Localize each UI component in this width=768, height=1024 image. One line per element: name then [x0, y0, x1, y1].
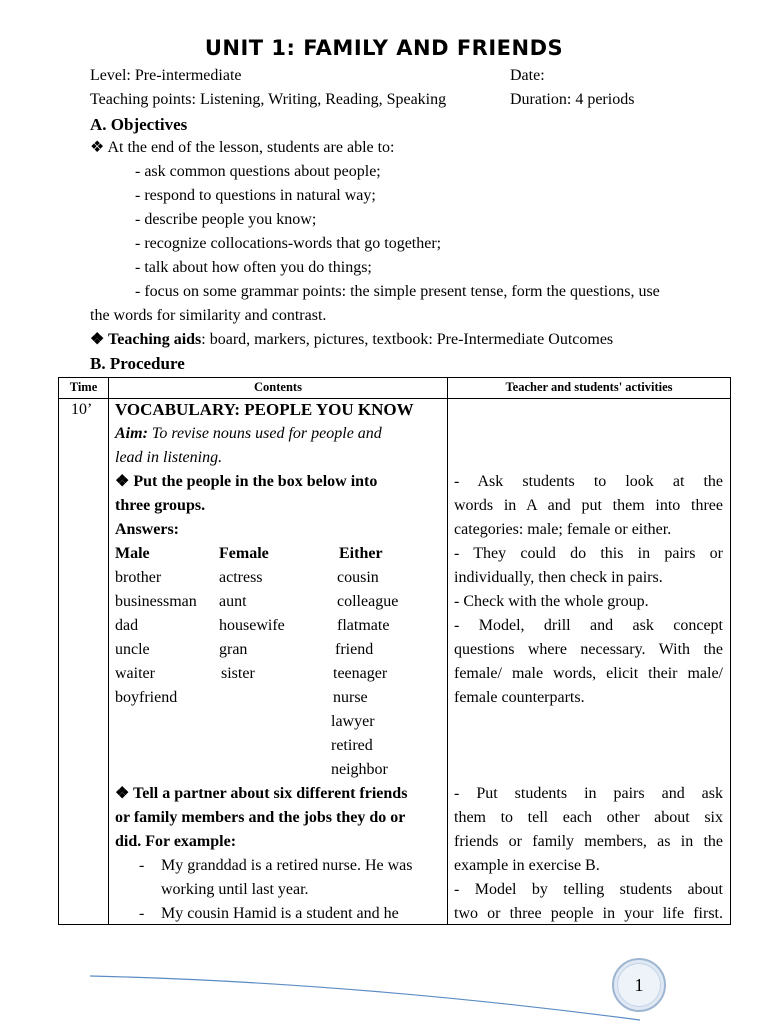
teaching-aids	[90, 328, 613, 352]
page-number: 1	[617, 963, 661, 1007]
activity-line: questions where necessary. With the	[454, 641, 723, 658]
female-word: aunt	[219, 593, 247, 610]
task1-line: ❖ Put the people in the box below into	[115, 473, 378, 490]
aim-line	[115, 422, 382, 446]
task2-line: did. For example:	[115, 833, 237, 850]
male-word: brother	[115, 569, 162, 586]
activity-line: female/ male words, elicit their male/	[454, 665, 723, 682]
activity-line: friends or family members, as in the	[454, 833, 723, 850]
column-header-time: Time	[69, 380, 98, 394]
activity-line: example in exercise B.	[454, 857, 600, 874]
procedure-heading: B. Procedure	[90, 354, 185, 373]
example-line: working until last year.	[161, 881, 309, 898]
column-header-contents: Contents	[254, 380, 302, 394]
column-header-activities: Teacher and students' activities	[505, 380, 673, 394]
procedure-table	[58, 377, 731, 925]
task2-line: ❖ Tell a partner about six different friends	[115, 785, 408, 802]
male-word: waiter	[115, 665, 155, 682]
female-word: actress	[219, 569, 263, 586]
either-word: nurse	[333, 689, 368, 706]
activity-line: individually, then check in pairs.	[454, 569, 663, 586]
female-header: Female	[219, 545, 269, 562]
column-divider	[447, 378, 448, 924]
either-word: lawyer	[331, 713, 375, 730]
unit-title: UNIT 1: FAMILY AND FRIENDS	[204, 36, 564, 60]
date-label: Date:	[510, 67, 545, 84]
example-line: My cousin Hamid is a student and he	[161, 905, 399, 922]
example-line: My granddad is a retired nurse. He was	[161, 857, 413, 874]
activity-line: - Put students in pairs and ask	[454, 785, 723, 802]
activity-line: - Model by telling students about	[454, 881, 723, 898]
female-word: gran	[219, 641, 248, 658]
objective-item: - ask common questions about people;	[135, 163, 381, 180]
duration-label: Duration: 4 periods	[510, 91, 635, 108]
activity-line: - They could do this in pairs or	[454, 545, 723, 562]
either-word: teenager	[333, 665, 388, 682]
activity-line: two or three people in your life first.	[454, 905, 723, 922]
either-word: neighbor	[331, 761, 388, 778]
example-bullet: -	[139, 905, 145, 922]
activity-line: categories: male; female or either.	[454, 521, 672, 538]
either-word: cousin	[337, 569, 379, 586]
female-word: sister	[221, 665, 255, 682]
teaching-points: Teaching points: Listening, Writing, Reading, Speaking	[90, 91, 447, 108]
either-word: friend	[335, 641, 374, 658]
section-title: VOCABULARY: PEOPLE YOU KNOW	[115, 400, 414, 419]
objectives-heading: A. Objectives	[90, 115, 188, 134]
objectives-intro: ❖ At the end of the lesson, students are able to:	[90, 139, 395, 156]
teaching-aids-label: ❖ Teaching aids	[90, 331, 202, 348]
activity-line: - Check with the whole group.	[454, 593, 649, 610]
aim-label: Aim:	[115, 425, 148, 442]
activity-line: - Model, drill and ask concept	[454, 617, 723, 634]
male-word: boyfriend	[115, 689, 178, 706]
task1-line: three groups.	[115, 497, 206, 514]
male-word: uncle	[115, 641, 150, 658]
objective-item: - talk about how often you do things;	[135, 259, 372, 276]
time-cell: 10’	[71, 401, 93, 418]
objective-continuation: the words for similarity and contrast.	[90, 307, 327, 324]
aim-text-cont: lead in listening.	[115, 449, 223, 466]
activity-line: them to tell each other about six	[454, 809, 723, 826]
either-word: flatmate	[337, 617, 390, 634]
activity-line: - Ask students to look at the	[454, 473, 723, 490]
objective-item: - describe people you know;	[135, 211, 317, 228]
column-divider	[108, 378, 109, 924]
aim-text: To revise nouns used for people and	[147, 425, 382, 442]
male-word: businessman	[115, 593, 197, 610]
teaching-aids-text: : board, markers, pictures, textbook: Pre-Intermediate Outcomes	[201, 331, 614, 348]
activity-line: words in A and put them into three	[454, 497, 723, 514]
example-bullet: -	[139, 857, 145, 874]
objective-item: - focus on some grammar points: the simple present tense, form the questions, use	[135, 283, 660, 300]
answers-label: Answers:	[115, 521, 179, 538]
either-header: Either	[339, 545, 383, 562]
level-label: Level: Pre-intermediate	[90, 67, 242, 84]
male-word: dad	[115, 617, 139, 634]
male-header: Male	[115, 545, 150, 562]
activity-line: female counterparts.	[454, 689, 585, 706]
task2-line: or family members and the jobs they do or	[115, 809, 406, 826]
either-word: retired	[331, 737, 373, 754]
either-word: colleague	[337, 593, 399, 610]
female-word: housewife	[219, 617, 285, 634]
objective-item: - respond to questions in natural way;	[135, 187, 376, 204]
page-number-badge	[612, 958, 666, 1012]
objective-item: - recognize collocations-words that go together;	[135, 235, 442, 252]
